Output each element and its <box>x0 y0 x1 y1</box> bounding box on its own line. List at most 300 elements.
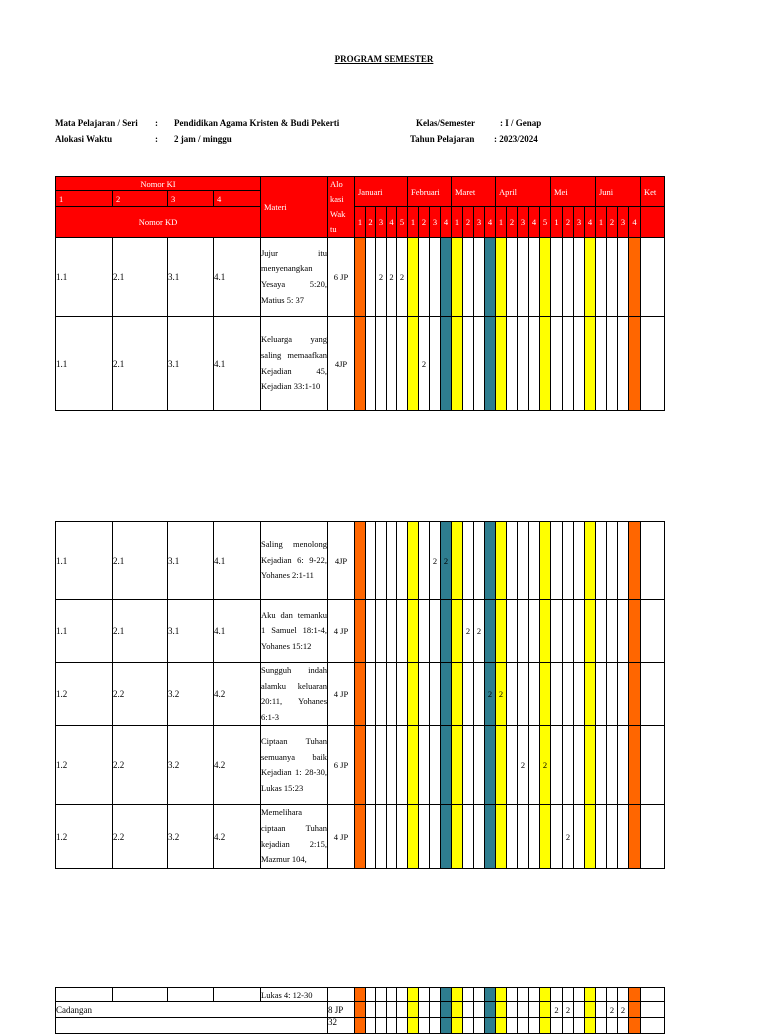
week-cell-mei2: 2 <box>563 805 574 868</box>
week-cell-apr1: 2 <box>496 663 507 726</box>
alokasi-cell: 6 JP <box>328 238 355 317</box>
ki-col-3: 3 <box>168 191 214 207</box>
ket-cell <box>641 805 665 868</box>
week-cell-apr3 <box>518 317 529 411</box>
week-cell-jan3: 2 <box>376 238 387 317</box>
month-header-mei: Mei <box>551 177 596 207</box>
week-cell-jun1 <box>596 1018 607 1034</box>
ket-cell <box>641 238 665 317</box>
week-cell-jan2 <box>366 522 376 600</box>
week-cell-jan5 <box>397 805 408 868</box>
kelas-value: : I / Genap <box>500 118 542 128</box>
week-cell-apr3 <box>518 1002 529 1018</box>
ki-col-4: 4 <box>214 191 261 207</box>
week-cell-feb1 <box>408 988 419 1002</box>
alokasi-value: 2 jam / minggu <box>174 134 232 144</box>
mapel-value: Pendidikan Agama Kristen & Budi Pekerti <box>174 118 340 128</box>
ket-cell <box>641 1018 665 1034</box>
week-cell-feb3 <box>430 988 441 1002</box>
cadangan-row <box>56 1002 665 1018</box>
ki-col-1: 1 <box>56 191 113 207</box>
week-cell-feb1 <box>408 317 419 411</box>
week-cell-mei4 <box>585 805 596 868</box>
cadangan-alokasi: 8 JP <box>328 1002 355 1018</box>
week-cell-jun4 <box>629 600 641 663</box>
week-header-mar1: 1 <box>452 207 463 238</box>
week-cell-jun3: 2 <box>618 1002 629 1018</box>
month-header-jun: Juni <box>596 177 641 207</box>
week-cell-feb1 <box>408 663 419 726</box>
week-cell-jan4 <box>387 726 397 805</box>
week-cell-feb4 <box>441 1002 452 1018</box>
ket-subheader <box>641 207 665 238</box>
week-cell-mar3 <box>474 317 485 411</box>
ket-cell <box>641 317 665 411</box>
week-cell-jan1 <box>355 600 366 663</box>
week-cell-mei2: 2 <box>563 1002 574 1018</box>
week-cell-feb4 <box>441 238 452 317</box>
week-cell-mei3 <box>574 238 585 317</box>
program-table-3 <box>55 987 665 1034</box>
alokasi-cell: 4JP <box>328 522 355 600</box>
week-cell-apr4 <box>529 805 540 868</box>
alokasi-colon: : <box>155 134 158 144</box>
week-header-jan3: 3 <box>376 207 387 238</box>
alokasi-cell: 4 JP <box>328 805 355 868</box>
week-cell-apr1 <box>496 726 507 805</box>
week-cell-jan5: 2 <box>397 238 408 317</box>
week-cell-apr2 <box>507 1018 518 1034</box>
week-cell-jun1 <box>596 726 607 805</box>
week-cell-jan1 <box>355 1002 366 1018</box>
week-cell-apr1 <box>496 317 507 411</box>
table-row <box>56 663 665 726</box>
table-row <box>56 600 665 663</box>
alokasi-header: Alo kasi Wak tu <box>328 177 355 238</box>
program-table-1 <box>55 176 665 411</box>
week-cell-mar3 <box>474 522 485 600</box>
page-title: PROGRAM SEMESTER <box>334 54 434 64</box>
materi-header: Materi <box>261 177 328 238</box>
week-cell-mar2 <box>463 238 474 317</box>
total-label <box>56 1018 328 1034</box>
week-cell-jan5 <box>397 988 408 1002</box>
week-cell-mei3 <box>574 805 585 868</box>
kd-cell-4: 4.2 <box>214 663 261 726</box>
week-cell-jun3 <box>618 317 629 411</box>
alokasi-cell: 4JP <box>328 317 355 411</box>
week-cell-mar4 <box>485 805 496 868</box>
week-cell-mei4 <box>585 726 596 805</box>
ket-cell <box>641 522 665 600</box>
week-cell-apr2 <box>507 988 518 1002</box>
week-cell-jan3 <box>376 522 387 600</box>
week-cell-jun2 <box>607 238 618 317</box>
week-header-mar4: 4 <box>485 207 496 238</box>
week-cell-jan2 <box>366 726 376 805</box>
week-cell-jun2 <box>607 600 618 663</box>
kd-cell-1: 1.1 <box>56 238 113 317</box>
week-cell-mar3 <box>474 663 485 726</box>
week-cell-mei2 <box>563 726 574 805</box>
materi-cell: Sungguh indah alamku keluaran 20:11, Yohanes 6:1-3 <box>261 663 328 726</box>
week-cell-jan2 <box>366 988 376 1002</box>
ket-cell <box>641 988 665 1002</box>
week-cell-mei2 <box>563 238 574 317</box>
ket-cell <box>641 600 665 663</box>
week-cell-jun1 <box>596 805 607 868</box>
alokasi-cell: 4 JP <box>328 600 355 663</box>
week-header-mar3: 3 <box>474 207 485 238</box>
week-cell-apr5 <box>540 805 551 868</box>
kd-cell-2: 2.1 <box>113 522 168 600</box>
week-cell-jan4: 2 <box>387 238 397 317</box>
week-cell-mei2 <box>563 1018 574 1034</box>
week-header-jun1: 1 <box>596 207 607 238</box>
week-cell-mei2 <box>563 663 574 726</box>
week-header-apr2: 2 <box>507 207 518 238</box>
week-cell-apr1 <box>496 238 507 317</box>
week-cell-jun1 <box>596 988 607 1002</box>
week-cell-mar2 <box>463 805 474 868</box>
week-cell-jan3 <box>376 988 387 1002</box>
week-cell-apr4 <box>529 238 540 317</box>
week-cell-jan1 <box>355 522 366 600</box>
week-cell-mar3 <box>474 805 485 868</box>
week-cell-feb1 <box>408 805 419 868</box>
week-cell-apr5 <box>540 600 551 663</box>
materi-cell: Aku dan temanku 1 Samuel 18:1-4, Yohanes 15:12 <box>261 600 328 663</box>
week-cell-jun4 <box>629 988 641 1002</box>
kd-cell-4: 4.1 <box>214 317 261 411</box>
week-cell-jan5 <box>397 1018 408 1034</box>
kd-cell-4: 4.2 <box>214 805 261 868</box>
week-cell-jan5 <box>397 1002 408 1018</box>
alokasi-cell <box>328 988 355 1002</box>
week-cell-mei4 <box>585 238 596 317</box>
week-cell-mar2 <box>463 1002 474 1018</box>
week-cell-jun1 <box>596 238 607 317</box>
week-header-jan5: 5 <box>397 207 408 238</box>
week-cell-jan1 <box>355 663 366 726</box>
week-cell-jan1 <box>355 317 366 411</box>
week-cell-jan4 <box>387 522 397 600</box>
week-header-feb2: 2 <box>419 207 430 238</box>
week-cell-jan5 <box>397 522 408 600</box>
week-cell-apr5 <box>540 988 551 1002</box>
week-cell-feb2 <box>419 522 430 600</box>
week-cell-jun2 <box>607 317 618 411</box>
week-cell-mei1 <box>551 726 563 805</box>
week-cell-feb4: 2 <box>441 522 452 600</box>
week-cell-feb3 <box>430 600 441 663</box>
week-cell-jan2 <box>366 1002 376 1018</box>
week-cell-feb4 <box>441 317 452 411</box>
week-cell-feb3 <box>430 663 441 726</box>
week-cell-jan3 <box>376 1002 387 1018</box>
week-cell-jan3 <box>376 317 387 411</box>
week-cell-apr2 <box>507 1002 518 1018</box>
week-cell-jan3 <box>376 805 387 868</box>
kd-cell-4: 4.2 <box>214 726 261 805</box>
week-cell-mei4 <box>585 600 596 663</box>
materi-cell: Lukas 4: 12-30 <box>261 988 328 1002</box>
week-header-mei1: 1 <box>551 207 563 238</box>
week-cell-apr5 <box>540 317 551 411</box>
week-cell-mar2 <box>463 726 474 805</box>
kelas-label: Kelas/Semester <box>416 118 475 128</box>
week-cell-mar2 <box>463 522 474 600</box>
kd-cell-3: 3.1 <box>168 522 214 600</box>
week-cell-mei3 <box>574 522 585 600</box>
kd-cell-2: 2.1 <box>113 317 168 411</box>
week-cell-jun3 <box>618 522 629 600</box>
week-cell-feb3 <box>430 317 441 411</box>
week-cell-feb1 <box>408 238 419 317</box>
week-cell-apr1 <box>496 600 507 663</box>
week-cell-jun2 <box>607 522 618 600</box>
week-header-mei2: 2 <box>563 207 574 238</box>
week-cell-mei1 <box>551 1018 563 1034</box>
kd-cell-3: 3.1 <box>168 238 214 317</box>
week-cell-apr3 <box>518 1018 529 1034</box>
week-header-jan4: 4 <box>387 207 397 238</box>
week-cell-jan2 <box>366 317 376 411</box>
week-cell-mar1 <box>452 600 463 663</box>
week-cell-feb2 <box>419 600 430 663</box>
week-cell-mar1 <box>452 522 463 600</box>
week-cell-mar3 <box>474 1002 485 1018</box>
kd-cell-4 <box>214 988 261 1002</box>
week-cell-mei4 <box>585 663 596 726</box>
week-cell-jun1 <box>596 600 607 663</box>
week-cell-mar2: 2 <box>463 600 474 663</box>
week-cell-jun4 <box>629 663 641 726</box>
week-cell-mei1 <box>551 522 563 600</box>
week-cell-apr4 <box>529 600 540 663</box>
kd-cell-4: 4.1 <box>214 600 261 663</box>
week-cell-apr4 <box>529 663 540 726</box>
week-cell-feb1 <box>408 522 419 600</box>
week-cell-apr2 <box>507 726 518 805</box>
week-cell-jan3 <box>376 1018 387 1034</box>
week-cell-apr1 <box>496 1018 507 1034</box>
week-cell-jun4 <box>629 238 641 317</box>
week-cell-jun1 <box>596 522 607 600</box>
week-cell-feb3: 2 <box>430 522 441 600</box>
week-cell-jan4 <box>387 663 397 726</box>
week-cell-mei3 <box>574 1018 585 1034</box>
ki-col-2: 2 <box>113 191 168 207</box>
week-cell-apr1 <box>496 988 507 1002</box>
week-cell-mar3: 2 <box>474 600 485 663</box>
week-cell-apr4 <box>529 522 540 600</box>
week-header-feb4: 4 <box>441 207 452 238</box>
kd-cell-3 <box>168 988 214 1002</box>
week-cell-jan5 <box>397 726 408 805</box>
week-header-jun2: 2 <box>607 207 618 238</box>
week-cell-mei2 <box>563 600 574 663</box>
week-cell-apr5 <box>540 238 551 317</box>
cadangan-label: Cadangan <box>56 1002 328 1018</box>
week-cell-jun4 <box>629 1018 641 1034</box>
week-cell-apr4 <box>529 726 540 805</box>
week-cell-mar3 <box>474 988 485 1002</box>
week-cell-mei3 <box>574 726 585 805</box>
week-cell-feb2 <box>419 238 430 317</box>
week-cell-apr4 <box>529 317 540 411</box>
week-cell-jan1 <box>355 805 366 868</box>
kd-cell-3: 3.2 <box>168 805 214 868</box>
kd-cell-3: 3.2 <box>168 726 214 805</box>
kd-cell-2: 2.2 <box>113 663 168 726</box>
week-cell-mei3 <box>574 1002 585 1018</box>
week-cell-mei1 <box>551 988 563 1002</box>
week-cell-apr1 <box>496 805 507 868</box>
week-cell-jun3 <box>618 1018 629 1034</box>
week-cell-mei1 <box>551 317 563 411</box>
table-row <box>56 522 665 600</box>
month-header-mar: Maret <box>452 177 496 207</box>
week-header-jan1: 1 <box>355 207 366 238</box>
table-row <box>56 238 665 317</box>
table-row <box>56 317 665 411</box>
week-cell-jun3 <box>618 238 629 317</box>
week-cell-mar1 <box>452 317 463 411</box>
week-cell-jun2 <box>607 1018 618 1034</box>
week-cell-feb4 <box>441 805 452 868</box>
week-cell-mei3 <box>574 600 585 663</box>
week-cell-apr5 <box>540 522 551 600</box>
week-cell-apr3 <box>518 805 529 868</box>
week-header-mar2: 2 <box>463 207 474 238</box>
week-cell-feb3 <box>430 238 441 317</box>
kd-cell-2: 2.2 <box>113 726 168 805</box>
week-header-feb1: 1 <box>408 207 419 238</box>
week-cell-jun3 <box>618 600 629 663</box>
week-cell-jun1 <box>596 317 607 411</box>
alokasi-cell: 6 JP <box>328 726 355 805</box>
kd-cell-1: 1.2 <box>56 663 113 726</box>
week-cell-mar2 <box>463 663 474 726</box>
week-cell-jan2 <box>366 600 376 663</box>
week-cell-mar1 <box>452 988 463 1002</box>
week-cell-apr3: 2 <box>518 726 529 805</box>
week-cell-feb3 <box>430 1018 441 1034</box>
week-cell-jan3 <box>376 663 387 726</box>
kd-cell-1: 1.2 <box>56 805 113 868</box>
week-cell-jan2 <box>366 805 376 868</box>
week-cell-apr3 <box>518 238 529 317</box>
mapel-label: Mata Pelajaran / Seri <box>55 118 138 128</box>
week-cell-jun4 <box>629 1002 641 1018</box>
week-cell-apr5: 2 <box>540 726 551 805</box>
kd-cell-2: 2.2 <box>113 805 168 868</box>
week-cell-apr4 <box>529 1002 540 1018</box>
week-header-apr1: 1 <box>496 207 507 238</box>
week-cell-mar4 <box>485 1002 496 1018</box>
table-row <box>56 805 665 868</box>
week-cell-apr2 <box>507 663 518 726</box>
week-header-jun3: 3 <box>618 207 629 238</box>
week-cell-jun2: 2 <box>607 1002 618 1018</box>
week-cell-mei2 <box>563 317 574 411</box>
week-cell-apr5 <box>540 663 551 726</box>
week-cell-jun3 <box>618 805 629 868</box>
kd-cell-3: 3.2 <box>168 663 214 726</box>
week-cell-mei4 <box>585 317 596 411</box>
week-cell-mar1 <box>452 1002 463 1018</box>
week-cell-mar2 <box>463 317 474 411</box>
week-cell-jun4 <box>629 317 641 411</box>
tahun-label: Tahun Pelajaran <box>410 134 475 144</box>
week-cell-jan4 <box>387 317 397 411</box>
week-cell-apr2 <box>507 317 518 411</box>
week-cell-mar2 <box>463 1018 474 1034</box>
week-cell-jan3 <box>376 600 387 663</box>
week-cell-jan2 <box>366 1018 376 1034</box>
week-cell-mar3 <box>474 1018 485 1034</box>
week-cell-apr5 <box>540 1002 551 1018</box>
month-header-feb: Februari <box>408 177 452 207</box>
week-cell-jun4 <box>629 805 641 868</box>
week-cell-mei4 <box>585 988 596 1002</box>
week-cell-mar4 <box>485 1018 496 1034</box>
table-row <box>56 988 665 1002</box>
month-header-apr: April <box>496 177 551 207</box>
week-cell-apr4 <box>529 988 540 1002</box>
week-cell-mar3 <box>474 238 485 317</box>
week-header-mei3: 3 <box>574 207 585 238</box>
week-cell-jun3 <box>618 988 629 1002</box>
week-cell-feb2 <box>419 988 430 1002</box>
mapel-colon: : <box>155 118 158 128</box>
kd-cell-4: 4.1 <box>214 522 261 600</box>
week-cell-apr2 <box>507 600 518 663</box>
week-cell-mei1 <box>551 805 563 868</box>
week-cell-apr1 <box>496 522 507 600</box>
week-cell-mar4 <box>485 600 496 663</box>
week-cell-mei1 <box>551 238 563 317</box>
week-header-jun4: 4 <box>629 207 641 238</box>
week-cell-feb4 <box>441 1018 452 1034</box>
week-cell-apr3 <box>518 988 529 1002</box>
ket-cell <box>641 663 665 726</box>
week-cell-jun2 <box>607 805 618 868</box>
week-cell-feb2: 2 <box>419 317 430 411</box>
program-table-2 <box>55 521 665 869</box>
materi-cell: Saling menolong Kejadian 6: 9-22, Yohanes 2:1-11 <box>261 522 328 600</box>
week-cell-mar4 <box>485 238 496 317</box>
kd-cell-3: 3.1 <box>168 317 214 411</box>
week-cell-jan1 <box>355 988 366 1002</box>
week-cell-feb2 <box>419 1018 430 1034</box>
week-cell-apr3 <box>518 663 529 726</box>
week-cell-mar4 <box>485 522 496 600</box>
week-cell-jan1 <box>355 726 366 805</box>
week-cell-jan4 <box>387 600 397 663</box>
week-cell-feb4 <box>441 726 452 805</box>
week-cell-jan5 <box>397 600 408 663</box>
week-cell-jan4 <box>387 1018 397 1034</box>
tahun-value: : 2023/2024 <box>494 134 538 144</box>
week-cell-jan2 <box>366 663 376 726</box>
week-cell-jan2 <box>366 238 376 317</box>
week-cell-apr3 <box>518 522 529 600</box>
week-cell-mar1 <box>452 663 463 726</box>
week-cell-feb2 <box>419 726 430 805</box>
week-cell-feb1 <box>408 726 419 805</box>
